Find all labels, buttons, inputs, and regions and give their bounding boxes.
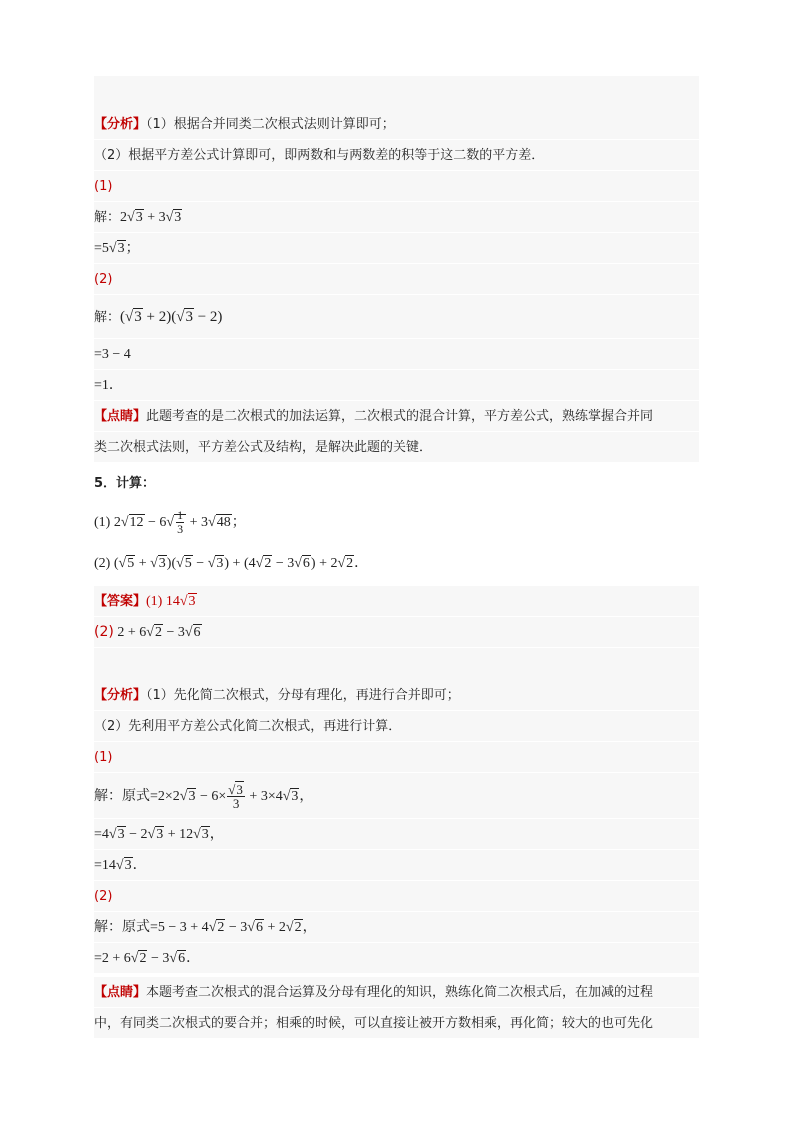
part-1-step-2 (94, 233, 699, 264)
math-expression: =4√3 − 2√3 + 12√3， (94, 826, 224, 842)
solution-2-step-2 (94, 943, 699, 974)
comment-text-2: 中，有同类二次根式的要合并；相乘的时候，可以直接让被开方数相乘，再化简；较大的也可先化 (94, 1016, 654, 1031)
problem-number: 5．计算： (94, 476, 156, 491)
part-1-label-row (94, 171, 699, 202)
answer-1: (1) 14√3 (146, 594, 196, 609)
math-expression: (√3 + 2)(√3 − 2) (120, 309, 223, 325)
comment-line-1 (94, 401, 699, 432)
problem-q1-row (94, 502, 699, 542)
solution-1-step-1 (94, 773, 699, 819)
math-expression: =14√3． (94, 858, 147, 873)
comment-line-2 (94, 432, 699, 463)
answer-2: (2) 2 + 6√2 − 3√6 (94, 624, 201, 640)
problem-q1: (1) 2√12 − 6√ $\frac{1}{3}$ + 3√48； (94, 508, 246, 537)
math-expression: 解：原式=5 − 3 + 4√2 − 3√6 + 2√2， (94, 919, 317, 935)
comment-tag: 【点睛】 (94, 985, 147, 1000)
analysis2-line-2 (94, 711, 699, 742)
solution-2-step-1 (94, 912, 699, 943)
problem-q2-row (94, 546, 699, 582)
problem-q2: (2) (√5 + √3)(√5 − √3) + (4√2 − 3√6) + 2√2． (94, 556, 369, 571)
part-2-step-1 (94, 295, 699, 339)
analysis-line-2 (94, 140, 699, 171)
answer-line-1 (94, 586, 699, 617)
analysis-text-2: （2）根据平方差公式计算即可，即两数和与两数差的积等于这二数的平方差． (94, 148, 545, 163)
analysis-line-1 (94, 109, 699, 140)
analysis2-line-1 (94, 680, 699, 711)
part-1-label-row (94, 742, 699, 773)
math-expression: 解：原式=2×2√3 − 6× $\frac{√3}{3}$ + 3×4√3， (94, 782, 314, 812)
math-expression: =2 + 6√2 − 3√6． (94, 951, 201, 966)
comment-text-1: 此题考查的是二次根式的加法运算，二次根式的混合计算，平方差公式，熟练掌握合并同 (146, 409, 654, 424)
math-expression: =5√3； (94, 240, 140, 256)
comment-text-2: 类二次根式法则，平方差公式及结构，是解决此题的关键． (94, 440, 433, 455)
comment-tag: 【点睛】 (94, 409, 147, 424)
math-expression: =3 − 4 (94, 347, 131, 362)
part-1-label: (1) (94, 179, 113, 194)
solution-prefix: 解： (94, 310, 121, 325)
part-2-label: (2) (94, 272, 113, 287)
comment2-line-2 (94, 1008, 699, 1039)
part-2-label-row (94, 881, 699, 912)
solution-prefix: 解： (94, 210, 121, 225)
math-expression: 2√3 + 3√3 (120, 210, 182, 225)
part-1-step-1 (94, 202, 699, 233)
comment-text-1: 本题考查二次根式的混合运算及分母有理化的知识，熟练化简二次根式后，在加减的过程 (146, 985, 654, 1000)
part-2-label-row (94, 264, 699, 295)
analysis-text-1: （1）根据合并同类二次根式法则计算即可； (146, 117, 395, 132)
analysis-text-1: （1）先化简二次根式，分母有理化，再进行合并即可； (146, 688, 460, 703)
analysis-tag: 【分析】 (94, 117, 147, 132)
analysis-tag: 【分析】 (94, 688, 147, 703)
analysis-text-2: （2）先利用平方差公式化简二次根式，再进行计算． (94, 719, 402, 734)
part-2-step-2 (94, 339, 699, 370)
part-1-label: (1) (94, 750, 113, 765)
math-expression: =1． (94, 378, 123, 393)
comment2-line-1 (94, 977, 699, 1008)
answer-line-2 (94, 617, 699, 648)
header-spacer (94, 76, 699, 109)
part-2-step-3 (94, 370, 699, 401)
answer-tag: 【答案】 (94, 594, 147, 609)
part-2-label: (2) (94, 889, 113, 904)
solution-1-step-3 (94, 850, 699, 881)
solution-1-step-2 (94, 819, 699, 850)
spacer (94, 648, 699, 680)
problem-number-row (94, 468, 699, 499)
